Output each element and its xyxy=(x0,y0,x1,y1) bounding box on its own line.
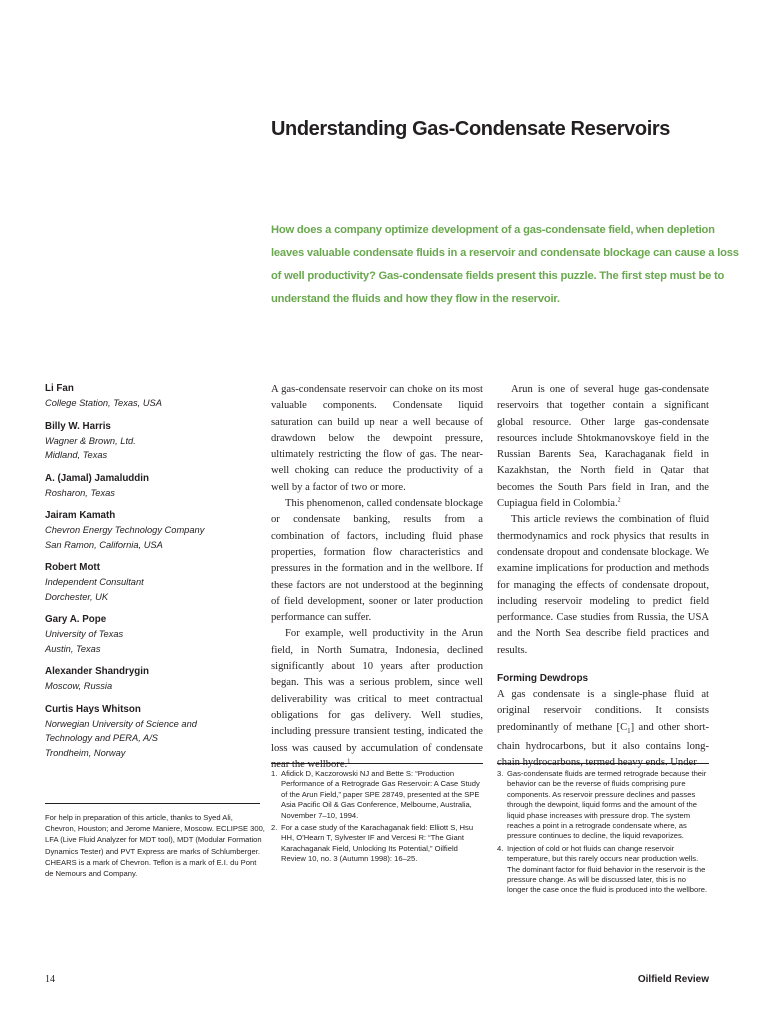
author-block xyxy=(45,560,255,604)
footnote-divider xyxy=(497,763,709,764)
author-name: Jairam Kamath xyxy=(45,510,116,521)
footnote xyxy=(497,769,709,842)
author-name: Curtis Hays Whitson xyxy=(45,703,141,715)
footnote-reference: 1 xyxy=(347,758,351,765)
author-affiliation: Independent Consultant Dorchester, UK xyxy=(45,577,144,602)
footnote-text: Afidick D, Kaczorowski NJ and Bette S: “Production Performance of a Retrograde Gas Reservoir: A Case Study of the Arun Field,” paper SPE 28749, presented at the SPE Asia Pacific Oil & Gas Conference, Melbourne, Australia, November 7–10, 1994. xyxy=(281,769,480,820)
author-name: Alexander Shandrygin xyxy=(45,666,149,677)
body-column-left xyxy=(271,382,483,773)
author-affiliation: Moscow, Russia xyxy=(45,681,113,691)
footnote-text: Gas-condensate fluids are termed retrograde because their behavior can be the reverse of fluids comprising pure components. As reservoir pressure declines and passes through the dewpoint, liquid forms and the amount of the liquid phase increases with pressure drop. The system reaches a point in a retrograde condensate where, as pressure continues to decline, the liquid revaporizes. xyxy=(507,769,707,841)
journal-name: Oilfield Review xyxy=(637,974,709,985)
author-block xyxy=(45,702,255,761)
author-name: Gary A. Pope xyxy=(45,614,107,625)
body-paragraph xyxy=(497,382,709,512)
author-affiliation: Rosharon, Texas xyxy=(45,487,115,498)
author-block xyxy=(45,664,255,694)
author-affiliation: Norwegian University of Science and Technology and PERA, A/S Trondheim, Norway xyxy=(45,718,197,758)
author-name: Robert Mott xyxy=(45,562,100,573)
footnote-divider xyxy=(271,763,483,764)
footnote xyxy=(497,844,709,896)
acknowledgment-note: For help in preparation of this article, thanks to Syed Ali, Chevron, Houston; and Jerome Maniere, Moscow. ECLIPSE 300, LFA (Live Fluid Analyzer for MDT tool), MDT (Modular Formation Dynamics Tester) and PVT Express are marks of Schlumberger. CHEARS is a mark of Chevron. Teflon is a mark of E.I. du Pont de Nemours and Company. xyxy=(45,813,265,879)
body-paragraph: A gas-condensate reservoir can choke on its most valuable components. Condensate liquid saturation can build up near a well because of drawdown below the dewpoint pressure, ultimately restricting the flow of gas. The near-well choking can reduce the productivity of a well by a factor of two or more. xyxy=(271,384,483,493)
author-name: Li Fan xyxy=(45,383,74,394)
author-block xyxy=(45,419,255,463)
body-paragraph xyxy=(271,626,483,773)
body-text: ] and other short-chain hydrocarbons, but it also contains long-chain hydrocarbons, termed heavy ends. Under xyxy=(497,721,709,769)
footnote-number: 4. xyxy=(497,843,504,853)
body-paragraph: This phenomenon, called condensate blockage or condensate banking, results from a combination of factors, including fluid phase properties, formation flow characteristics and pressures in the formation and in the wellbore. If these factors are not understood at the beginning of field development, sooner or later production performance can suffer. xyxy=(271,498,483,624)
article-title: Understanding Gas-Condensate Reservoirs xyxy=(271,118,670,140)
footnote-text: Injection of cold or hot fluids can change reservoir temperature, but this rarely occurs near production wells. The dominant factor for fluid behavior in the reservoir is the pressure change. As will be discussed later, this is no longer the case once the fluid is produced into the wellbore. xyxy=(507,843,708,895)
footnote xyxy=(271,823,483,865)
article-intro: How does a company optimize development of a gas-condensate field, when depletion leaves valuable condensate fluids in a reservoir and condensate blockage can cause a loss of well productivity? Gas-condensate fields present this puzzle. The first step must be to understand the fluids and how they flow in the reservoir. xyxy=(271,224,739,305)
footnote-number: 3. xyxy=(497,769,504,778)
author-block xyxy=(45,381,255,411)
author-affiliation: University of Texas Austin, Texas xyxy=(45,629,124,654)
author-affiliation: College Station, Texas, USA xyxy=(45,398,162,408)
footnotes-right xyxy=(497,769,709,898)
acknowledgment-divider xyxy=(45,803,260,804)
author-block xyxy=(45,612,255,656)
footnote xyxy=(271,769,483,821)
author-affiliation: Chevron Energy Technology Company San Ramon, California, USA xyxy=(45,525,205,550)
page-number: 14 xyxy=(45,974,55,985)
body-text: Arun is one of several huge gas-condensate reservoirs that together contain a significant global resource. Other large gas-condensate resources include Shtokmanovskoye field in the Russian Barents Sea, Karachaganak field in Kazakhstan, the North field in Qatar that becomes the South Pars field in Iran, and the Cupiagua field in Colombia. xyxy=(497,384,709,510)
footnote-reference: 2 xyxy=(617,497,621,504)
section-heading: Forming Dewdrops xyxy=(497,673,589,685)
body-text: A gas condensate is a single-phase fluid at original reservoir conditions. It consists predominantly of methane [C xyxy=(497,689,709,733)
author-block xyxy=(45,508,255,552)
author-affiliation: Wagner & Brown, Ltd. Midland, Texas xyxy=(45,435,136,460)
footnote-number: 1. xyxy=(271,769,278,778)
footnotes-left xyxy=(271,769,483,867)
body-column-right xyxy=(497,382,709,772)
author-name: A. (Jamal) Jamaluddin xyxy=(45,472,149,484)
body-text: For example, well productivity in the Arun field, in North Sumatra, Indonesia, declined significantly about 10 years after production began. This was a serious problem, since well deliverability was critical to meet contractual obligations for gas delivery. Well studies, including pressure transient testing, indicated the loss was caused by accumulation of condensate near the wellbore. xyxy=(271,628,483,770)
body-paragraph xyxy=(497,687,709,772)
footnote-text: For a case study of the Karachaganak field: Elliott S, Hsu HH, O’Hearn T, Sylvester IF and Vercesi R: “The Giant Karachaganak Field, Unlocking Its Potential,” Oilfield Review 10, no. 3 (Autumn 1998): 16–25. xyxy=(281,823,474,864)
body-paragraph: This article reviews the combination of fluid thermodynamics and rock physics that results in condensate dropout and condensate blockage. We examine implications for production and methods for managing the effects of condensate dropout, including reservoir modeling to predict field performance. Case studies from Russia, the USA and the North Sea describe field practices and results. xyxy=(497,514,709,656)
author-list xyxy=(45,381,255,768)
subscript: 1 xyxy=(627,726,631,735)
author-block xyxy=(45,471,255,501)
author-name: Billy W. Harris xyxy=(45,420,111,432)
footnote-number: 2. xyxy=(271,823,278,833)
